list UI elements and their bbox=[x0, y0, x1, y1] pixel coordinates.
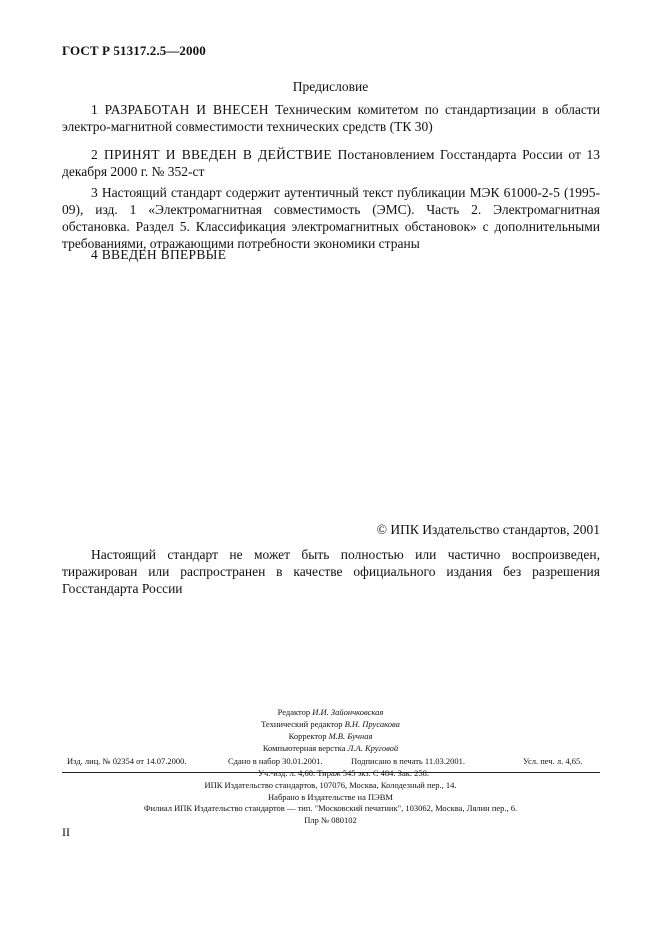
credit-name: И.И. Зайончковская bbox=[312, 707, 384, 717]
credit-role: Компьютерная верстка bbox=[262, 743, 348, 753]
credit-editor bbox=[0, 706, 661, 718]
credit-name: М.В. Бучная bbox=[328, 731, 373, 741]
reproduction-notice: Настоящий стандарт не может быть полностью или частично воспроизведен, тиражирован или распространен в качестве официального издания без разрешения Госстандарта России bbox=[62, 547, 600, 596]
preface-item-3: 3 Настоящий стандарт содержит аутентичный текст публикации МЭК 61000-2-5 (1995-09), изд. 1 «Электромагнитная совместимость (ЭМС). Часть 2. Электромагнитная обстановка. Раздел 5. Классификация электромагнитных обстановок» с дополнительными требованиями, отражающими потребности экономики страны bbox=[62, 185, 600, 251]
credit-name: Л.А. Круговой bbox=[347, 743, 399, 753]
copyright-line: © ИПК Издательство стандартов, 2001 bbox=[376, 522, 600, 537]
publication-typeset-date: Сдано в набор 30.01.2001. bbox=[228, 756, 323, 766]
preface-item-1-text: Техническим комитетом по стандартизации в области электро-магнитной совместимости технических средств (ТК 30) bbox=[62, 102, 600, 134]
credit-name: В.Н. Прусакова bbox=[344, 719, 400, 729]
credit-role: Редактор bbox=[277, 707, 313, 717]
preface-item-4 bbox=[62, 246, 600, 263]
publisher-block bbox=[0, 780, 661, 826]
publication-print-sheets: Усл. печ. л. 4,65. bbox=[523, 756, 583, 766]
credit-tech-editor bbox=[0, 718, 661, 730]
preface-item-2 bbox=[62, 146, 600, 180]
publisher-license-number: Плр № 080102 bbox=[304, 814, 357, 825]
document-code: ГОСТ Р 51317.2.5—2000 bbox=[62, 43, 206, 58]
divider bbox=[62, 772, 600, 773]
preface-item-1-heading: 1 РАЗРАБОТАН И ВНЕСЕН bbox=[91, 102, 269, 117]
page-number: II bbox=[62, 825, 70, 839]
publication-print-run: Уч.-изд. л. 4,60. Тираж 545 экз. С 484. Зак. 258. bbox=[258, 768, 429, 778]
publication-signed-date: Подписано в печать 11.03.2001. bbox=[351, 756, 465, 766]
publisher-address: ИПК Издательство стандартов, 107076, Москва, Колодезный пер., 14. bbox=[204, 780, 457, 790]
publisher-typesetting: Набрано в Издательстве на ПЭВМ bbox=[268, 791, 393, 802]
preface-item-4-heading: 4 ВВЕДЕН ВПЕРВЫЕ bbox=[91, 247, 227, 262]
credits-block bbox=[0, 706, 661, 754]
preface-item-1 bbox=[62, 101, 600, 135]
publication-license: Изд. лиц. № 02354 от 14.07.2000. bbox=[67, 756, 187, 766]
publisher-printing-branch: Филиал ИПК Издательство стандартов — тип. "Московский печатник", 103062, Москва, Лялин пер., 6. bbox=[143, 803, 518, 813]
preface-title: Предисловие bbox=[292, 79, 369, 94]
credit-corrector bbox=[0, 730, 661, 742]
preface-item-2-heading: 2 ПРИНЯТ И ВВЕДЕН В ДЕЙСТВИЕ bbox=[91, 147, 332, 162]
preface-item-2-text: Постановлением Госстандарта России от 13 декабря 2000 г. № 352-ст bbox=[62, 147, 600, 179]
credit-role: Технический редактор bbox=[261, 719, 345, 729]
credit-layout bbox=[0, 742, 661, 754]
credit-role: Корректор bbox=[288, 731, 329, 741]
